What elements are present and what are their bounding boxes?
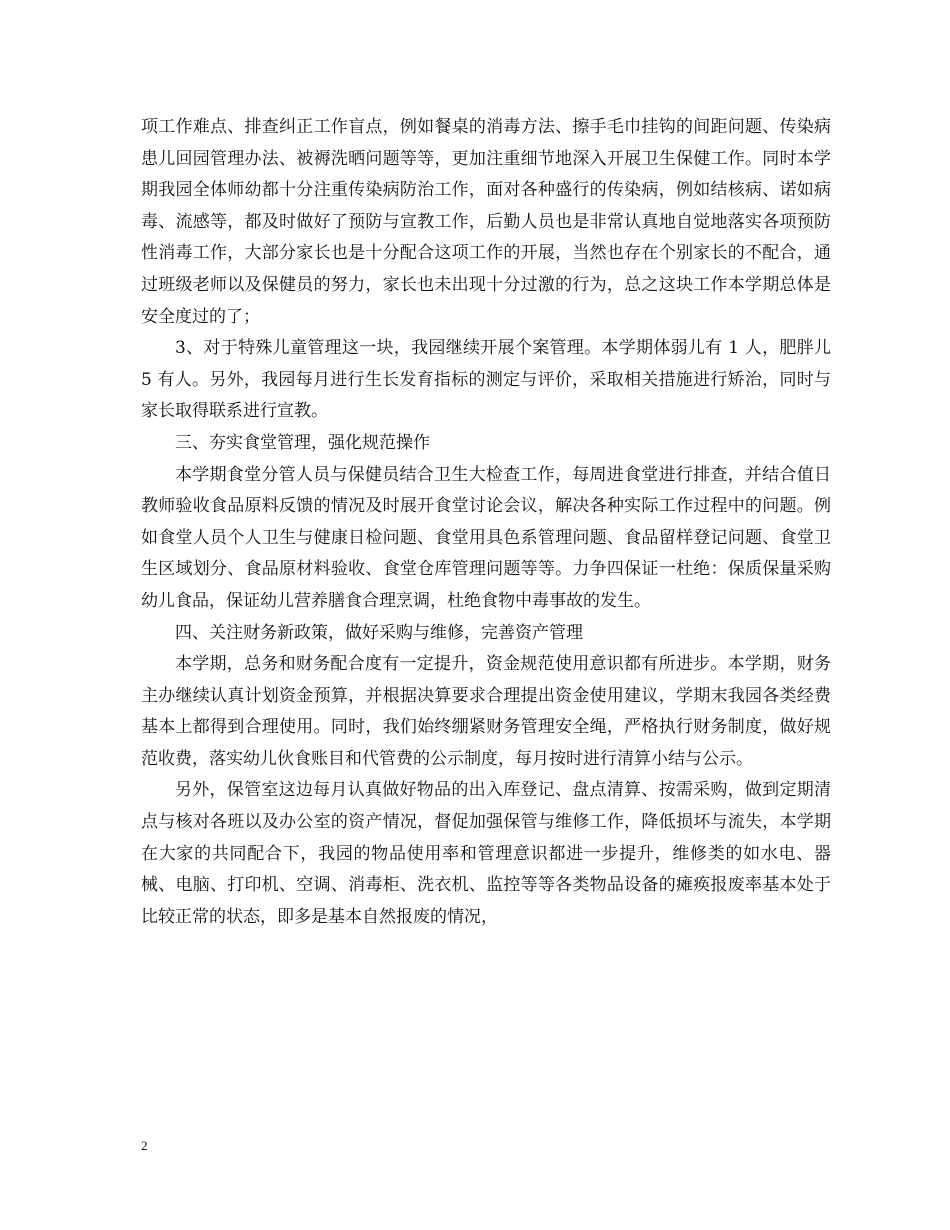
section-heading-3: 三、夯实食堂管理，强化规范操作 <box>175 432 430 453</box>
body-text <box>141 112 831 933</box>
section-heading-4: 四、关注财务新政策，做好采购与维修，完善资产管理 <box>175 622 583 643</box>
page-number: 2 <box>141 1138 148 1153</box>
paragraph-7: 另外，保管室这边每月认真做好物品的出入库登记、盘点清算、按需采购，做到定期清点与核对各班以及办公室的资产情况，督促加强保管与维修工作，降低损坏与流失，本学期在大家的共同配合下，我园的物品使用率和管理意识都进一步提升，维修类的如水电、器械、电脑、打印机、空调、消毒柜、洗衣机、监控等等各类物品设备的瘫痪报废率基本处于比较正常的状态，即多是基本自然报废的情况， <box>141 780 831 927</box>
paragraph-6: 本学期，总务和财务配合度有一定提升，资金规范使用意识都有所进步。本学期，财务主办继续认真计划资金预算，并根据决算要求合理提出资金使用建议，学期末我园各类经费基本上都得到合理使用。同时，我们始终绷紧财务管理安全绳，严格执行财务制度，做好规范收费，落实幼儿伙食账目和代管费的公示制度，每月按时进行清算小结与公示。 <box>141 654 831 769</box>
paragraph-2: 3、对于特殊儿童管理这一块，我园继续开展个案管理。本学期体弱儿有 1 人，肥胖儿 5 有人。另外，我园每月进行生长发育指标的测定与评价，采取相关措施进行矫治，同时与家长取得联系进行宣教。 <box>141 338 831 422</box>
paragraph-1: 项工作难点、排查纠正工作盲点，例如餐桌的消毒方法、擦手毛巾挂钩的间距问题、传染病患儿回园管理办法、被褥洗晒问题等等，更加注重细节地深入开展卫生保健工作。同时本学期我园全体师幼都十分注重传染病防治工作，面对各种盛行的传染病，例如结核病、诺如病毒、流感等，都及时做好了预防与宣教工作，后勤人员也是非常认真地自觉地落实各项预防性消毒工作，大部分家长也是十分配合这项工作的开展，当然也存在个别家长的不配合，通过班级老师以及保健员的努力，家长也未出现十分过激的行为，总之这块工作本学期总体是安全度过的了； <box>141 117 831 327</box>
paragraph-4: 本学期食堂分管人员与保健员结合卫生大检查工作，每周进食堂进行排查，并结合值日教师验收食品原料反馈的情况及时展开食堂讨论会议，解决各种实际工作过程中的问题。例如食堂人员个人卫生与健康日检问题、食堂用具色系管理问题、食品留样登记问题、食堂卫生区域划分、食品原材料验收、食堂仓库管理问题等等。力争四保证一杜绝：保质保量采购幼儿食品，保证幼儿营养膳食合理烹调，杜绝食物中毒事故的发生。 <box>141 464 831 611</box>
